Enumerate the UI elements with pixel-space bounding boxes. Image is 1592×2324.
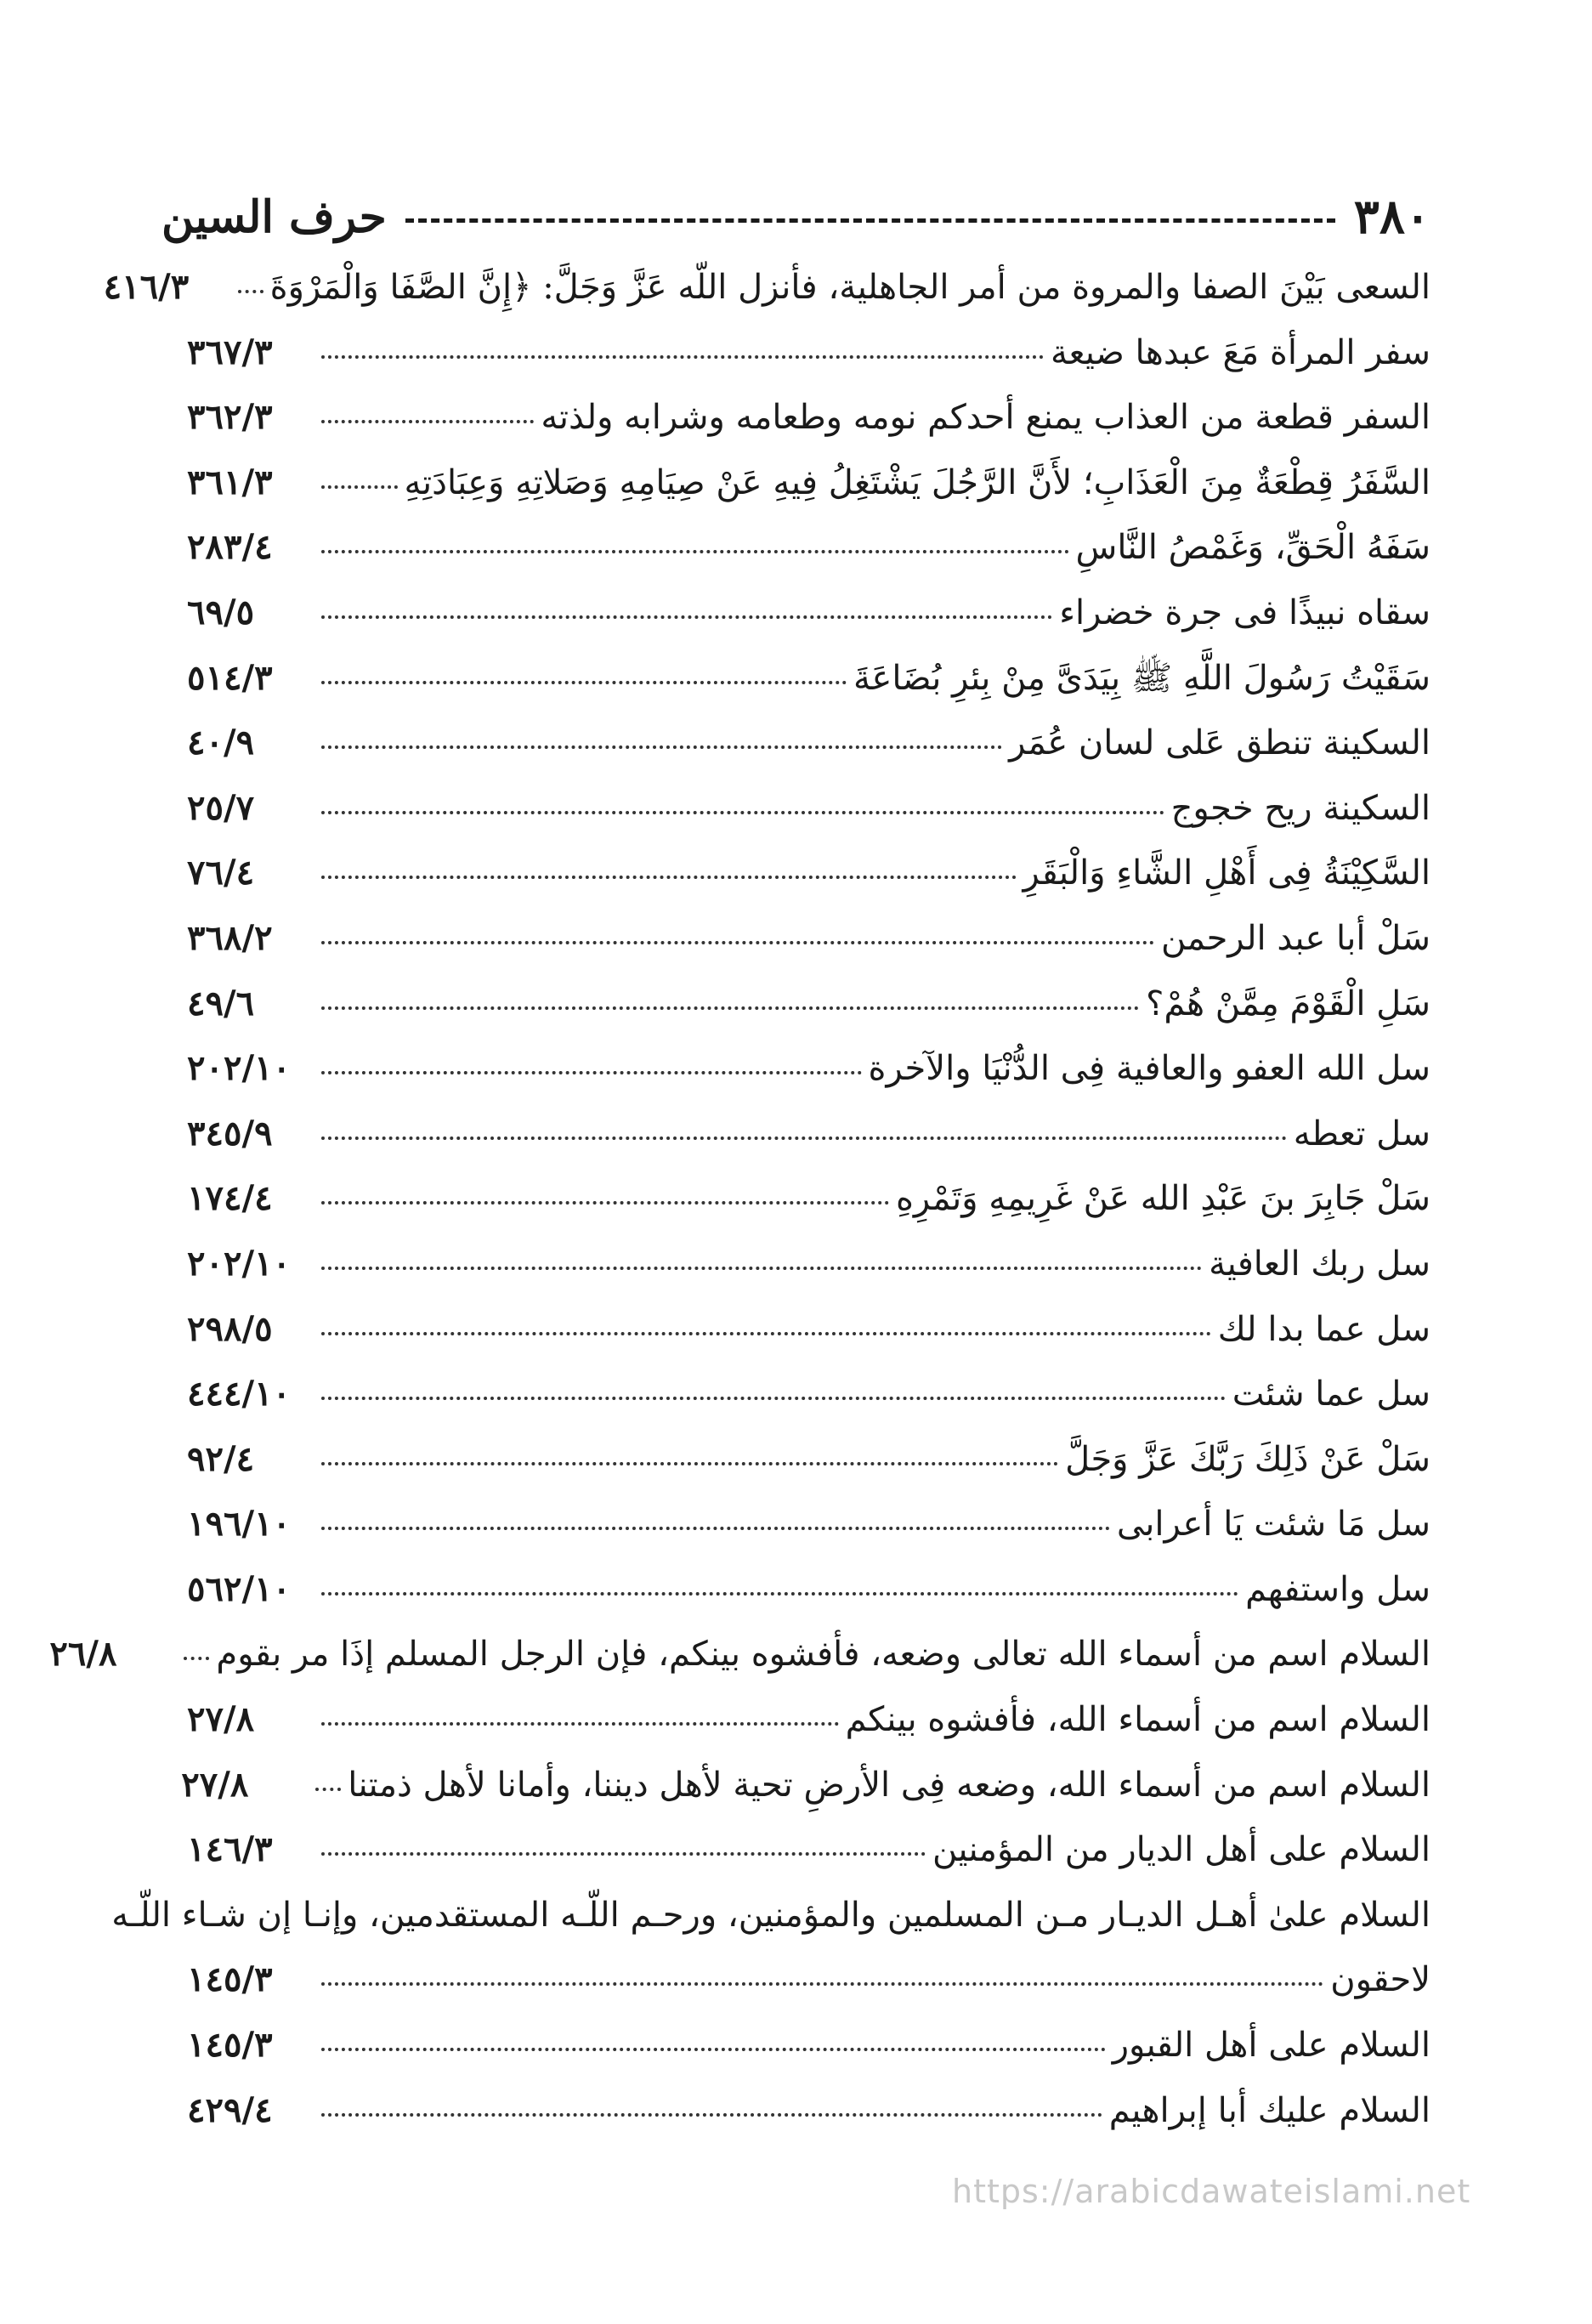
entry-text: السفر قطعة من العذاب يمنع أحدكم نومه وطعامه وشرابه ولذته <box>541 398 1431 438</box>
entry-reference: ٣٦٨/٢ <box>187 917 273 958</box>
entry-reference: ٩٢/٤ <box>187 1438 255 1479</box>
entry-text: السَّفَرُ قِطْعَةٌ مِنَ الْعَذَابِ؛ لأَنَّ الرَّجُلَ يَشْتَغِلُ فِيهِ عَنْ صِيَامِهِ وَصَلاتِهِ وَعِبَادَتِهِ <box>404 462 1431 502</box>
index-entry <box>187 906 1431 972</box>
entry-reference: ٢٥/٧ <box>187 787 255 828</box>
header-dashed-rule <box>405 218 1335 223</box>
entry-reference: ٤٩/٦ <box>187 983 255 1023</box>
index-entry <box>187 1362 1431 1427</box>
index-entry <box>187 1102 1431 1167</box>
leader-dots <box>321 745 1002 749</box>
index-entry <box>187 1036 1431 1102</box>
entry-text: سل عما بدا لك <box>1217 1309 1431 1349</box>
watermark-url: https://arabicdawateislami.net <box>952 2173 1471 2210</box>
entry-text: سفر المرأة مَعَ عبدها ضيعة <box>1051 332 1431 372</box>
entry-reference: ٥٦٢/١٠ <box>187 1568 292 1609</box>
page-number: ٣٨٠ <box>1353 189 1431 245</box>
leader-dots <box>321 1722 839 1726</box>
entry-text: سل ربك العافية <box>1209 1244 1431 1284</box>
entry-text: السلام علىٰ أهـل الديـار مـن المسلمين والمؤمنين، ورحـم اللّـه المستقدمين، وإنـا إن شـاء اللّـه <box>111 1895 1431 1935</box>
entry-reference: ٦٩/٥ <box>187 592 255 632</box>
page-header <box>161 183 1431 251</box>
index-entry <box>111 1883 1431 1948</box>
entry-text: سَلْ أبا عبد الرحمن <box>1161 918 1431 958</box>
index-entry <box>103 255 1431 320</box>
index-entry <box>187 972 1431 1037</box>
entry-reference: ٢٩٨/٥ <box>187 1308 273 1349</box>
leader-dots <box>321 1332 1211 1335</box>
section-title: حرف السين <box>161 190 387 243</box>
leader-dots <box>321 1982 1323 1986</box>
index-entry <box>187 1297 1431 1363</box>
entry-reference: ١٤٥/٣ <box>187 1959 273 2000</box>
entry-text: السلام على أهل الديار من المؤمنين <box>932 1830 1431 1870</box>
index-entry <box>187 1687 1431 1753</box>
entry-text: السَّكِيْنَةُ فِى أَهْلِ الشَّاءِ وَالْبَقَرِ <box>1023 853 1431 893</box>
entry-text: السلام على أهل القبور <box>1112 2026 1431 2066</box>
entry-reference: ٢٠٢/١٠ <box>187 1243 292 1284</box>
index-entry <box>187 841 1431 906</box>
entry-reference: ٣٤٥/٩ <box>187 1113 273 1153</box>
index-entry <box>187 1427 1431 1493</box>
index-entry <box>187 1232 1431 1297</box>
entry-reference: ١٧٤/٤ <box>187 1178 273 1219</box>
leader-dots <box>315 1788 341 1791</box>
entry-text: السكينة تنطق عَلى لسان عُمَر <box>1009 723 1431 763</box>
leader-dots <box>321 876 1017 879</box>
index-entry <box>49 1622 1431 1687</box>
index-entry <box>187 451 1431 516</box>
leader-dots <box>184 1657 209 1660</box>
entry-reference: ٣٦٢/٣ <box>187 397 273 438</box>
leader-dots <box>321 1071 862 1074</box>
index-entry <box>187 776 1431 842</box>
entry-reference: ٤٠/٩ <box>187 723 255 763</box>
entry-reference: ٥١٤/٣ <box>187 657 273 698</box>
index-entry <box>187 385 1431 451</box>
leader-dots <box>321 2048 1106 2051</box>
entry-text: السكينة ريح خجوج <box>1170 788 1431 828</box>
leader-dots <box>321 1201 889 1205</box>
entry-text: السلام اسم من أسماء الله، فأفشوه بينكم <box>845 1700 1431 1740</box>
leader-dots <box>321 1462 1058 1465</box>
entry-reference: ٧٦/٤ <box>187 853 255 893</box>
index-entry <box>187 515 1431 581</box>
index-entry <box>187 646 1431 711</box>
entry-reference: ٢٦/٨ <box>49 1634 117 1675</box>
entry-text: سل تعطه <box>1293 1114 1431 1153</box>
leader-dots <box>321 681 847 684</box>
index-entry <box>187 581 1431 646</box>
entry-reference: ٢٧/٨ <box>181 1764 249 1805</box>
entry-text: سل الله العفو والعافية فِى الدُّنْيَا والآخرة <box>868 1049 1431 1089</box>
entry-reference: ٤١٦/٣ <box>103 267 190 307</box>
index-entry <box>187 2078 1431 2144</box>
index-entry <box>187 320 1431 386</box>
entry-reference: ٣٦٧/٣ <box>187 332 273 372</box>
entry-reference: ٤٢٩/٤ <box>187 2089 273 2130</box>
index-entry <box>187 1947 1431 2013</box>
index-entries <box>49 255 1431 2143</box>
entry-text: سقاه نبيذًا فى جرة خضراء <box>1059 592 1431 632</box>
leader-dots <box>321 615 1052 619</box>
entry-text: السلام اسم من أسماء الله، وضعه فِى الأرضِ تحية لأهل ديننا، وأمانا لأهل ذمتنا <box>348 1765 1431 1805</box>
entry-reference: ١٤٥/٣ <box>187 2025 273 2066</box>
entry-text: سَلْ عَنْ ذَلِكَ رَبَّكَ عَزَّ وَجَلَّ <box>1065 1439 1431 1479</box>
entry-text: السلام عليك أبا إبراهيم <box>1108 2090 1431 2130</box>
leader-dots <box>321 1852 926 1856</box>
leader-dots <box>321 1397 1226 1400</box>
index-entry <box>187 2013 1431 2078</box>
entry-text: سَقَيْتُ رَسُولَ اللَّهِ ﷺ بِيَدَىَّ مِنْ بِئرِ بُضَاعَةَ <box>853 658 1431 698</box>
index-entry <box>187 1817 1431 1883</box>
index-entry <box>187 711 1431 776</box>
entry-text: سَفَهُ الْحَقِّ، وَغَمْصُ النَّاسِ <box>1075 528 1431 568</box>
entry-reference: ٢٨٣/٤ <box>187 527 273 568</box>
leader-dots <box>321 420 534 423</box>
index-entry <box>187 1492 1431 1557</box>
leader-dots <box>321 1592 1238 1596</box>
entry-text: سل مَا شئت يَا أعرابى <box>1116 1505 1431 1545</box>
leader-dots <box>321 811 1164 814</box>
leader-dots <box>321 1006 1139 1010</box>
index-entry <box>187 1166 1431 1232</box>
entry-reference: ٢٧/٨ <box>187 1699 255 1740</box>
entry-text: لاحقون <box>1330 1960 1431 2000</box>
leader-dots <box>321 1136 1287 1140</box>
entry-text: السلام اسم من أسماء الله تعالى وضعه، فأفشوه بينكم، فإن الرجل المسلم إذَا مر بقوم <box>216 1635 1431 1675</box>
entry-text: سَلِ الْقَوْمَ مِمَّنْ هُمْ؟ <box>1146 983 1431 1023</box>
entry-reference: ٣٦١/٣ <box>187 462 273 502</box>
leader-dots <box>321 941 1154 944</box>
leader-dots <box>238 290 263 293</box>
index-entry <box>181 1753 1431 1818</box>
entry-reference: ١٩٦/١٠ <box>187 1504 292 1545</box>
entry-text: سل عما شئت <box>1232 1375 1431 1414</box>
leader-dots <box>321 2113 1102 2117</box>
leader-dots <box>321 355 1044 359</box>
leader-dots <box>321 485 398 489</box>
entry-text: سَلْ جَابِرَ بنَ عَبْدِ الله عَنْ غَرِيمِهِ وَتَمْرِهِ <box>895 1179 1431 1219</box>
index-entry <box>187 1557 1431 1623</box>
entry-text: سل واستفهم <box>1245 1569 1431 1609</box>
entry-reference: ٢٠٢/١٠ <box>187 1048 292 1089</box>
leader-dots <box>321 1267 1202 1270</box>
leader-dots <box>321 1527 1110 1530</box>
entry-reference: ١٤٦/٣ <box>187 1829 273 1870</box>
entry-reference: ٤٤٤/١٠ <box>187 1374 292 1414</box>
leader-dots <box>321 550 1069 553</box>
entry-text: السعى بَيْنَ الصفا والمروة من أمر الجاهلية، فأنزل اللّه عَزَّ وَجَلَّ: ﴿إِنَّ الصَّفَا وَالْمَرْوَةَ <box>269 268 1431 307</box>
